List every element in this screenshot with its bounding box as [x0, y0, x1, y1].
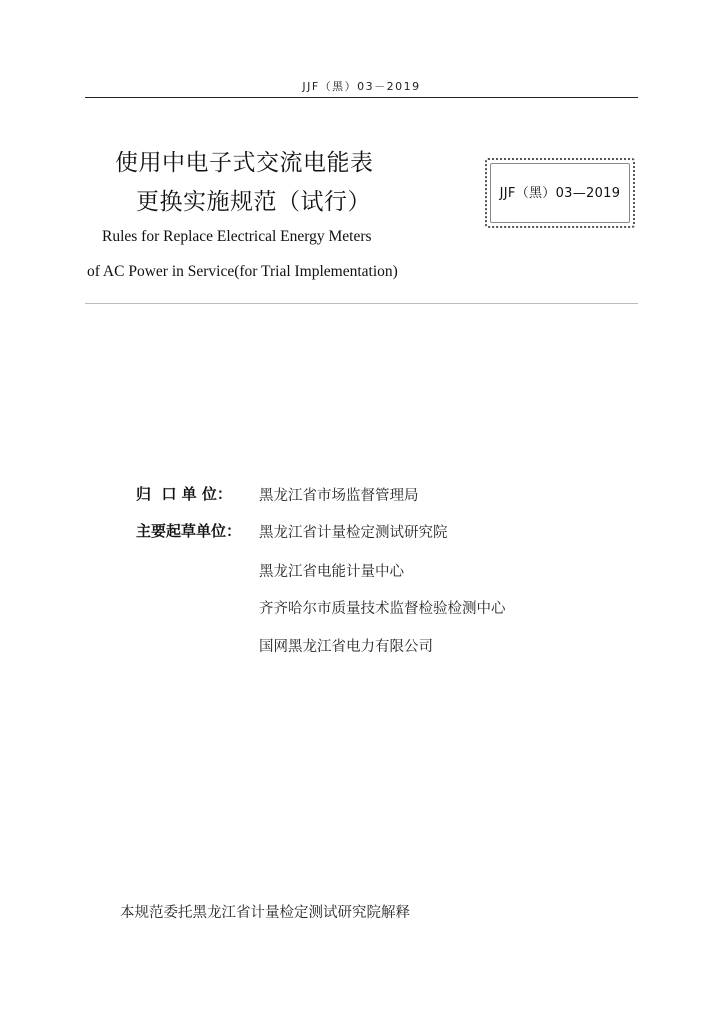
- title-en-line-1: Rules for Replace Electrical Energy Meters: [102, 228, 372, 245]
- header-rule: [85, 97, 638, 98]
- drafter-3: 齐齐哈尔市质量技术监督检验检测中心: [259, 601, 506, 617]
- drafter-1: 黑龙江省计量检定测试研究院: [259, 525, 448, 541]
- authority-label: 归 口 单 位：: [136, 485, 232, 503]
- code-box: [485, 158, 635, 228]
- title-cn-line-1: 使用中电子式交流电能表: [115, 150, 374, 176]
- drafter-2: 黑龙江省电能计量中心: [259, 564, 404, 580]
- title-cn-line-2: 更换实施规范（试行）: [136, 189, 371, 215]
- running-header: JJF（黑）03－2019: [302, 80, 421, 93]
- authority-value: 黑龙江省市场监督管理局: [259, 488, 419, 504]
- drafters-label: 主要起草单位：: [136, 522, 242, 540]
- drafter-4: 国网黑龙江省电力有限公司: [259, 639, 433, 655]
- title-rule: [85, 303, 638, 304]
- footer-note: 本规范委托黑龙江省计量检定测试研究院解释: [120, 905, 410, 921]
- code-box-text: JJF（黑）03—2019: [499, 186, 621, 201]
- title-en-line-2: of AC Power in Service(for Trial Implementation): [87, 263, 398, 280]
